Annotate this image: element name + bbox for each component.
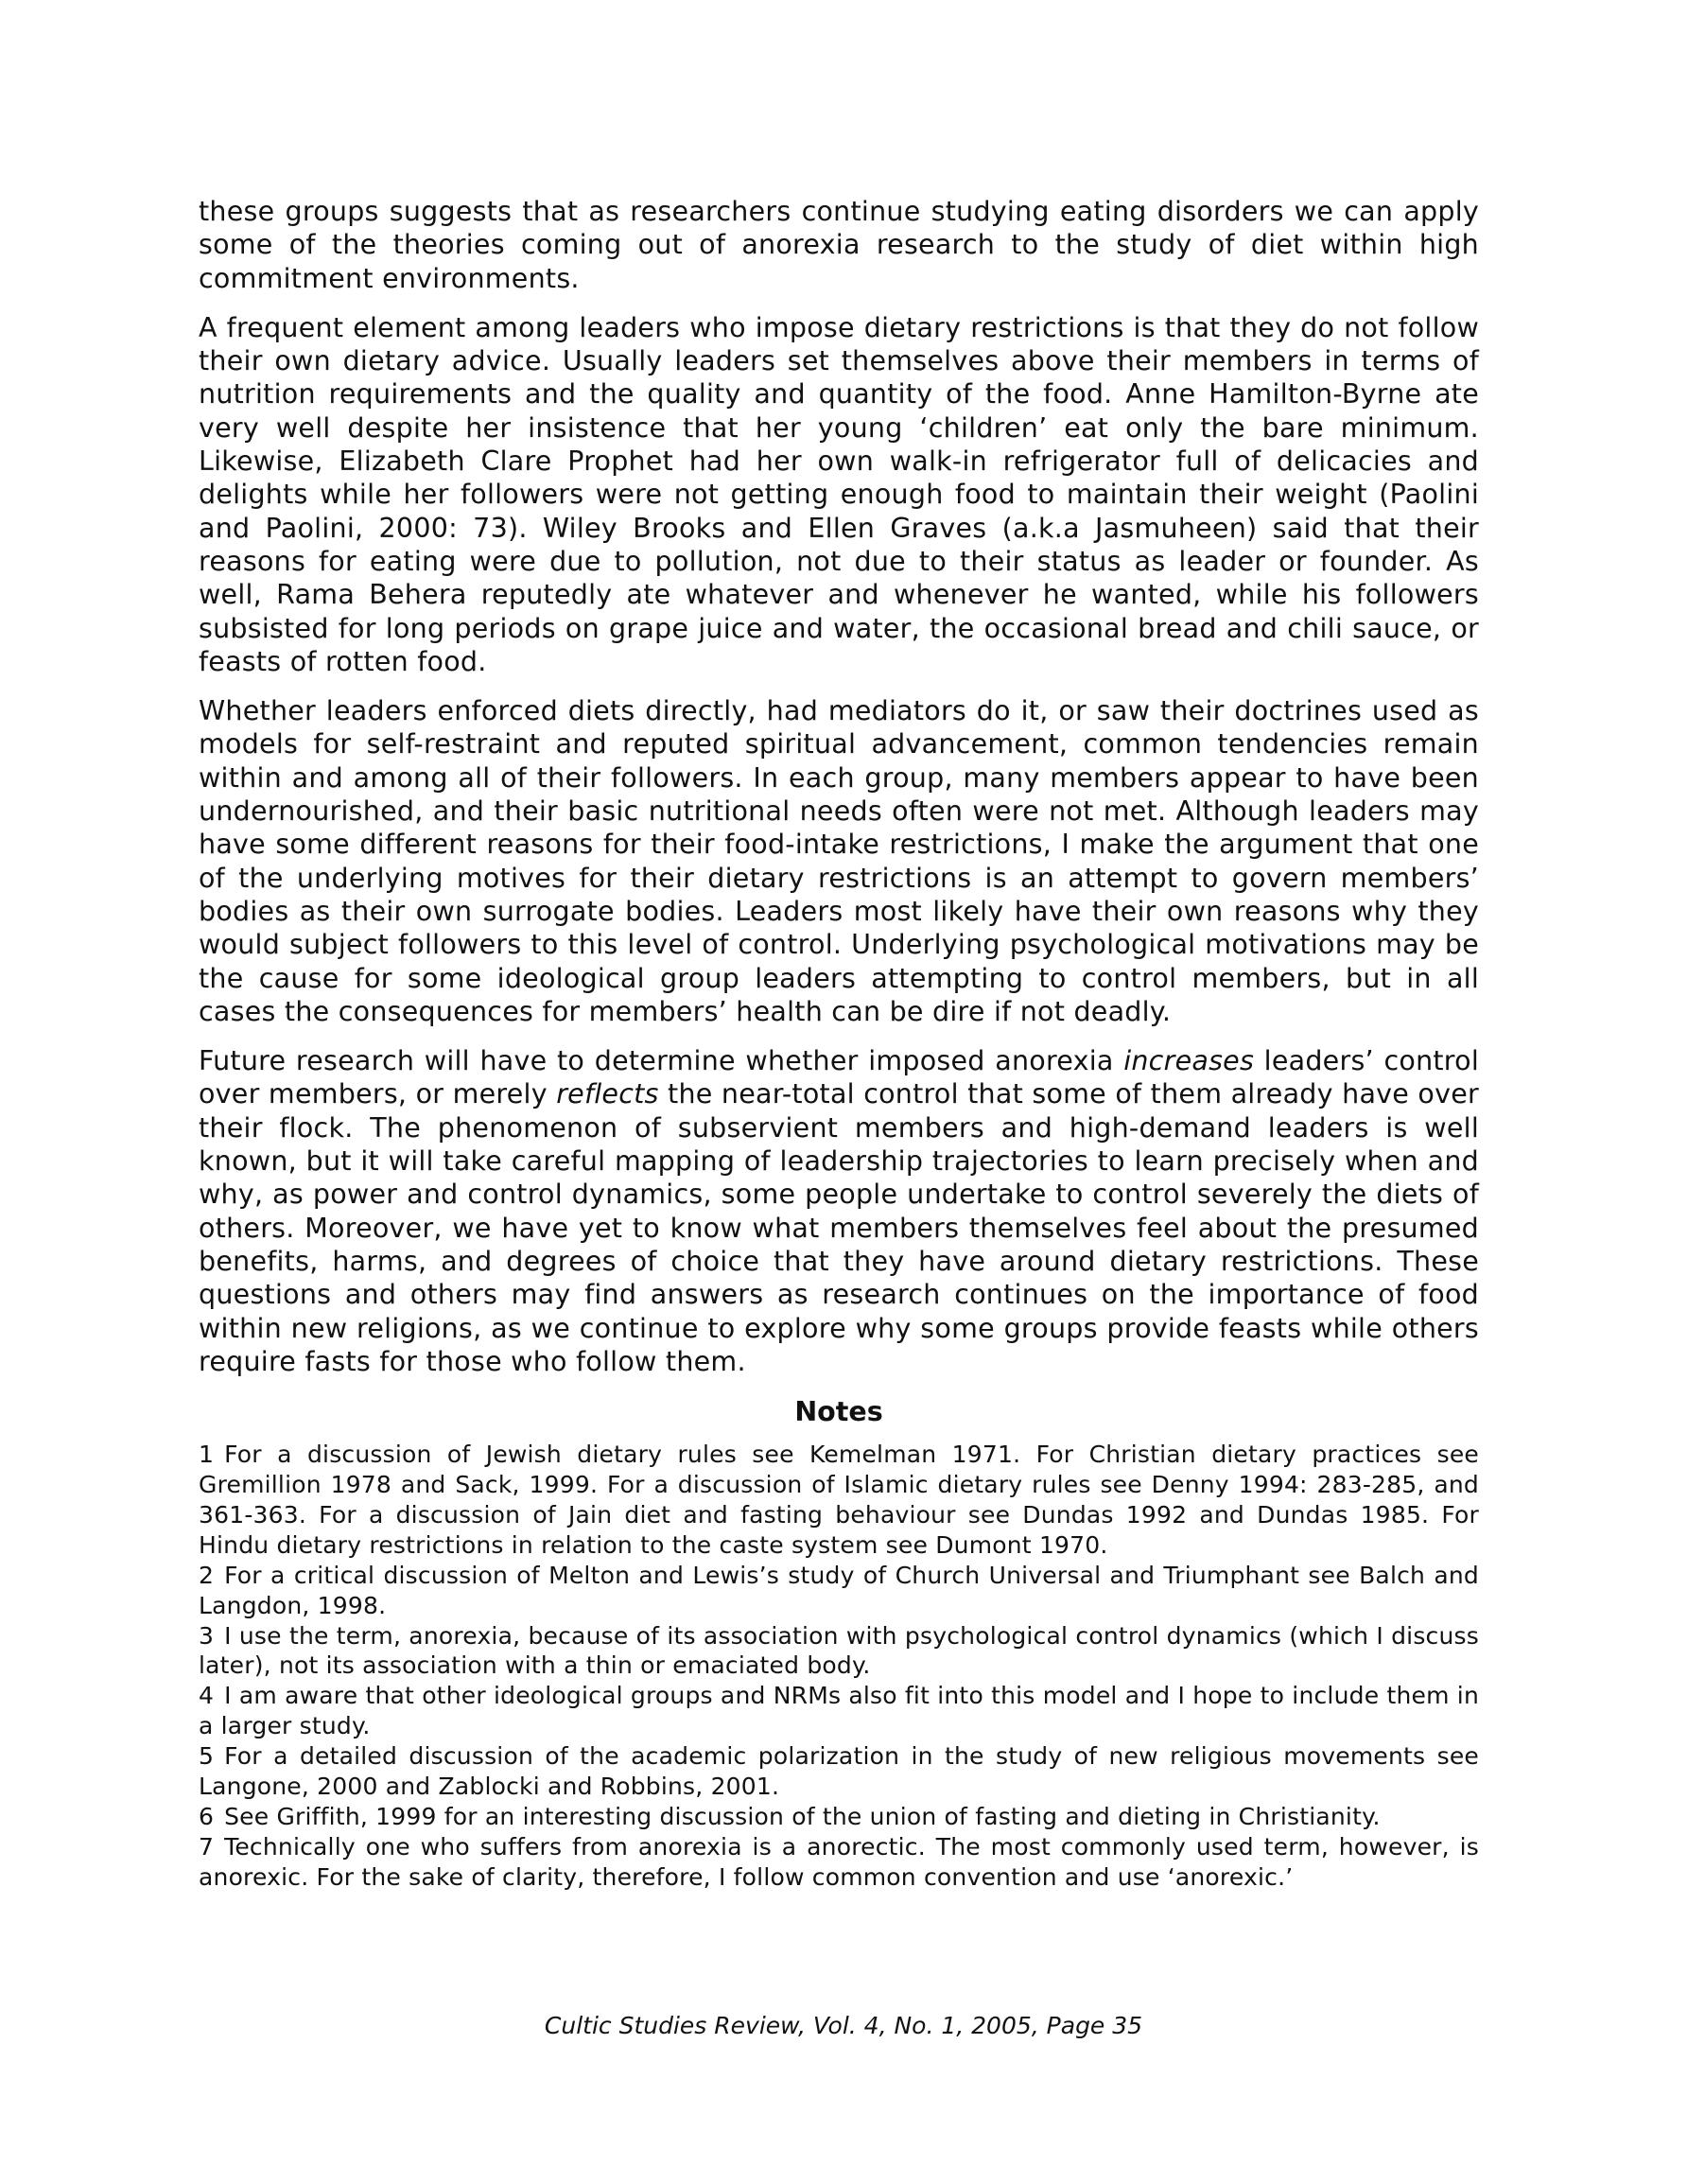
paragraph-text: these groups suggests that as researchers continue studying eating disorders we can apply some of the theories coming out of anorexia research to the study of diet within high commitment environments. bbox=[199, 196, 1479, 294]
footnote-number: 1 bbox=[199, 1441, 215, 1469]
footnote-number: 4 bbox=[199, 1682, 215, 1710]
emphasis-text: increases bbox=[1123, 1045, 1255, 1077]
footnote bbox=[199, 1621, 1479, 1682]
page-body bbox=[199, 195, 1479, 1893]
footnote-text: For a detailed discussion of the academic polarization in the study of new religious movements see Langone, 2000 and Zablocki and Robbins, 2001. bbox=[199, 1742, 1479, 1801]
footnote-text: I am aware that other ideological groups and NRMs also fit into this model and I hope to include them in a larger study. bbox=[199, 1682, 1479, 1740]
footnote-number: 2 bbox=[199, 1561, 215, 1589]
body-text bbox=[199, 195, 1479, 1378]
paragraph-text: Future research will have to determine whether imposed anorexia bbox=[199, 1045, 1124, 1077]
footnote-text: See Griffith, 1999 for an interesting discussion of the union of fasting and dieting in Christianity. bbox=[224, 1802, 1381, 1830]
footnote bbox=[199, 1561, 1479, 1621]
footnote bbox=[199, 1681, 1479, 1741]
body-paragraph bbox=[199, 195, 1479, 295]
footnote bbox=[199, 1440, 1479, 1561]
footnote-text: Technically one who suffers from anorexia is a anorectic. The most commonly used term, however, is anorexic. For the sake of clarity, therefore, I follow common convention and use ‘anorexic.’ bbox=[199, 1832, 1479, 1891]
paragraph-text: leaders’ control over members, or merely bbox=[199, 1045, 1480, 1110]
notes-list bbox=[199, 1440, 1479, 1893]
footnote-text: I use the term, anorexia, because of its association with psychological control dynamics (which I discuss later), not its association with a thin or emaciated body. bbox=[199, 1621, 1479, 1680]
page-footer: Cultic Studies Review, Vol. 4, No. 1, 2005, Page 35 bbox=[544, 2012, 1143, 2039]
paragraph-text: the near-total control that some of them already have over their flock. The phenomenon of subservient members and high-demand leaders is well known, but it will take careful mapping of leadership trajectories to learn precisely when and why, as power and control dynamics, some people undertake to control severely the diets of others. Moreover, we have yet to know what members themselves feel about the presumed benefits, harms, and degrees of choice that they have around dietary restrictions. These questions and others may find answers as research continues on the importance of food within new religions, as we continue to explore why some groups provide feasts while others require fasts for those who follow them. bbox=[199, 1078, 1479, 1377]
notes-heading: Notes bbox=[794, 1396, 883, 1428]
body-paragraph bbox=[199, 694, 1479, 1028]
footnote-text: For a discussion of Jewish dietary rules see Kemelman 1971. For Christian dietary practices see Gremillion 1978 and Sack, 1999. For a discussion of Islamic dietary rules see Denny 1994: 283-285, and 361-363. For a discussion of Jain diet and fasting behaviour see Dundas 1992 and Dundas 1985. For Hindu dietary restrictions in relation to the caste system see Dumont 1970. bbox=[199, 1441, 1479, 1559]
footnote-text: For a critical discussion of Melton and Lewis’s study of Church Universal and Triumphant see Balch and Langdon, 1998. bbox=[199, 1561, 1479, 1619]
paragraph-text: A frequent element among leaders who impose dietary restrictions is that they do not follow their own dietary advice. Usually leaders set themselves above their members in terms of nutrition requirements and the quality and quantity of the food. Anne Hamilton-Byrne ate very well despite her insistence that her young ‘children’ eat only the bare minimum. Likewise, Elizabeth Clare Prophet had her own walk-in refrigerator full of delicacies and delights while her followers were not getting enough food to maintain their weight (Paolini and Paolini, 2000: 73). Wiley Brooks and Ellen Graves (a.k.a Jasmuheen) said that their reasons for eating were due to pollution, not due to their status as leader or founder. As well, Rama Behera reputedly ate whatever and whenever he wanted, while his followers subsisted for long periods on grape juice and water, the occasional bread and chili sauce, or feasts of rotten food. bbox=[199, 311, 1479, 677]
footnote-number: 6 bbox=[199, 1802, 215, 1830]
footnote-number: 7 bbox=[199, 1832, 215, 1861]
emphasis-text: reflects bbox=[556, 1078, 659, 1110]
footnote bbox=[199, 1832, 1479, 1893]
footnote bbox=[199, 1741, 1479, 1802]
paragraph-text: Whether leaders enforced diets directly, had mediators do it, or saw their doctrines used as models for self-restraint and reputed spiritual advancement, common tendencies remain within and among all of their followers. In each group, many members appear to have been undernourished, and their basic nutritional needs often were not met. Although leaders may have some different reasons for their food-intake restrictions, I make the argument that one of the underlying motives for their dietary restrictions is an attempt to govern members’ bodies as their own surrogate bodies. Leaders most likely have their own reasons why they would subject followers to this level of control. Underlying psychological motivations may be the cause for some ideological group leaders attempting to control members, but in all cases the consequences for members’ health can be dire if not deadly. bbox=[199, 695, 1479, 1027]
body-paragraph bbox=[199, 311, 1479, 678]
footnote bbox=[199, 1802, 1479, 1832]
body-paragraph bbox=[199, 1044, 1479, 1378]
footnote-number: 5 bbox=[199, 1742, 215, 1771]
footnote-number: 3 bbox=[199, 1621, 215, 1650]
